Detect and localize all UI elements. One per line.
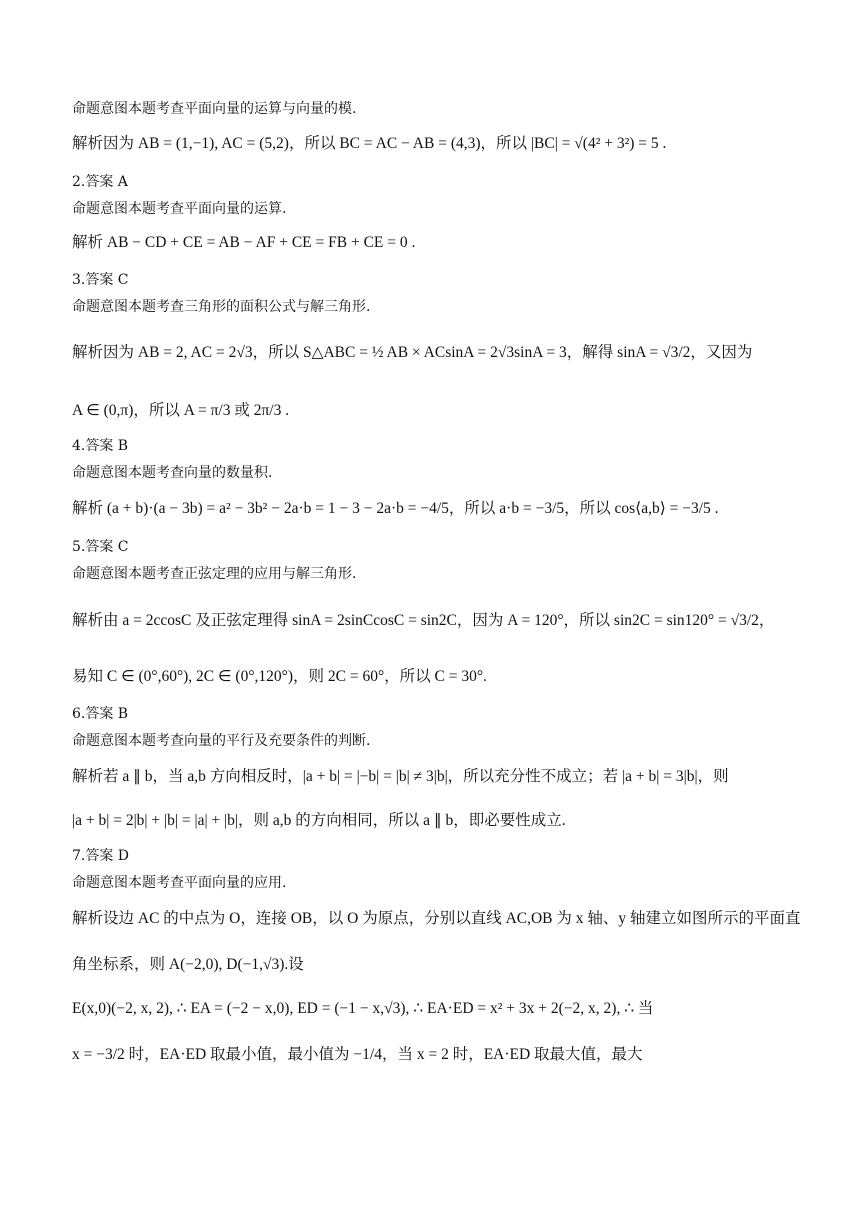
line-intent-1: 命题意图本题考查平面向量的运算与向量的模. xyxy=(72,101,357,117)
line-solution-4: 解析 (a + b)·(a − 3b) = a² − 3b² − 2a·b = 1 − 3 − 2a·b = −4/5，所以 a·b = −3/5，所以 cos⟨a,b⟩ = −3/5 . xyxy=(72,500,719,517)
answer-7: 7.答案 D xyxy=(72,848,130,864)
answer-4: 4.答案 B xyxy=(72,438,129,454)
line-solution-1: 解析因为 AB = (1,−1), AC = (5,2)，所以 BC = AC − AB = (4,3)，所以 |BC| = √(4² + 3²) = 5 . xyxy=(72,135,667,152)
line-intent-7: 命题意图本题考查平面向量的应用. xyxy=(72,875,287,891)
line-solution-7a: 解析设边 AC 的中点为 O，连接 OB，以 O 为原点，分别以直线 AC,OB 为 x 轴、y 轴建立如图所示的平面直 xyxy=(72,910,801,927)
line-solution-3b: A ∈ (0,π)，所以 A = π/3 或 2π/3 . xyxy=(72,402,290,419)
answer-2: 2.答案 A xyxy=(72,174,128,190)
answer-5: 5.答案 C xyxy=(72,539,129,555)
line-solution-5a: 解析由 a = 2ccosC 及正弦定理得 sinA = 2sinCcosC = sin2C，因为 A = 120°，所以 sin2C = sin120° = √3/2， xyxy=(72,612,775,629)
line-intent-6: 命题意图本题考查向量的平行及充要条件的判断. xyxy=(72,733,371,749)
line-intent-2: 命题意图本题考查平面向量的运算. xyxy=(72,201,287,217)
line-solution-6b: |a + b| = 2|b| + |b| = |a| + |b|，则 a,b 的方向相同，所以 a ∥ b，即必要性成立. xyxy=(72,812,566,829)
line-solution-6a: 解析若 a ∥ b，当 a,b 方向相反时，|a + b| = |−b| = |b| ≠ 3|b|，所以充分性不成立；若 |a + b| = 3|b|，则 xyxy=(72,768,729,785)
line-solution-3a: 解析因为 AB = 2, AC = 2√3，所以 S△ABC = ½ AB × ACsinA = 2√3sinA = 3，解得 sinA = √3/2，又因为 xyxy=(72,344,753,361)
line-solution-2: 解析 AB − CD + CE = AB − AF + CE = FB + CE = 0 . xyxy=(72,234,416,251)
line-solution-7d: x = −3/2 时，EA·ED 取最小值，最小值为 −1/4，当 x = 2 时，EA·ED 取最大值，最大 xyxy=(72,1046,643,1063)
line-solution-5b: 易知 C ∈ (0°,60°), 2C ∈ (0°,120°)，则 2C = 60°，所以 C = 30°. xyxy=(72,668,487,685)
answer-6: 6.答案 B xyxy=(72,706,129,722)
line-solution-7c: E(x,0)(−2, x, 2), ∴ EA = (−2 − x,0), ED = (−1 − x,√3), ∴ EA·ED = x² + 3x + 2(−2, x, 2), ∴ 当 xyxy=(72,1000,654,1017)
answer-3: 3.答案 C xyxy=(72,272,129,288)
line-intent-4: 命题意图本题考查向量的数量积. xyxy=(72,465,273,481)
line-solution-7b: 角坐标系，则 A(−2,0), D(−1,√3).设 xyxy=(72,956,304,973)
line-intent-5: 命题意图本题考查正弦定理的应用与解三角形. xyxy=(72,566,357,582)
line-intent-3: 命题意图本题考查三角形的面积公式与解三角形. xyxy=(72,299,371,315)
